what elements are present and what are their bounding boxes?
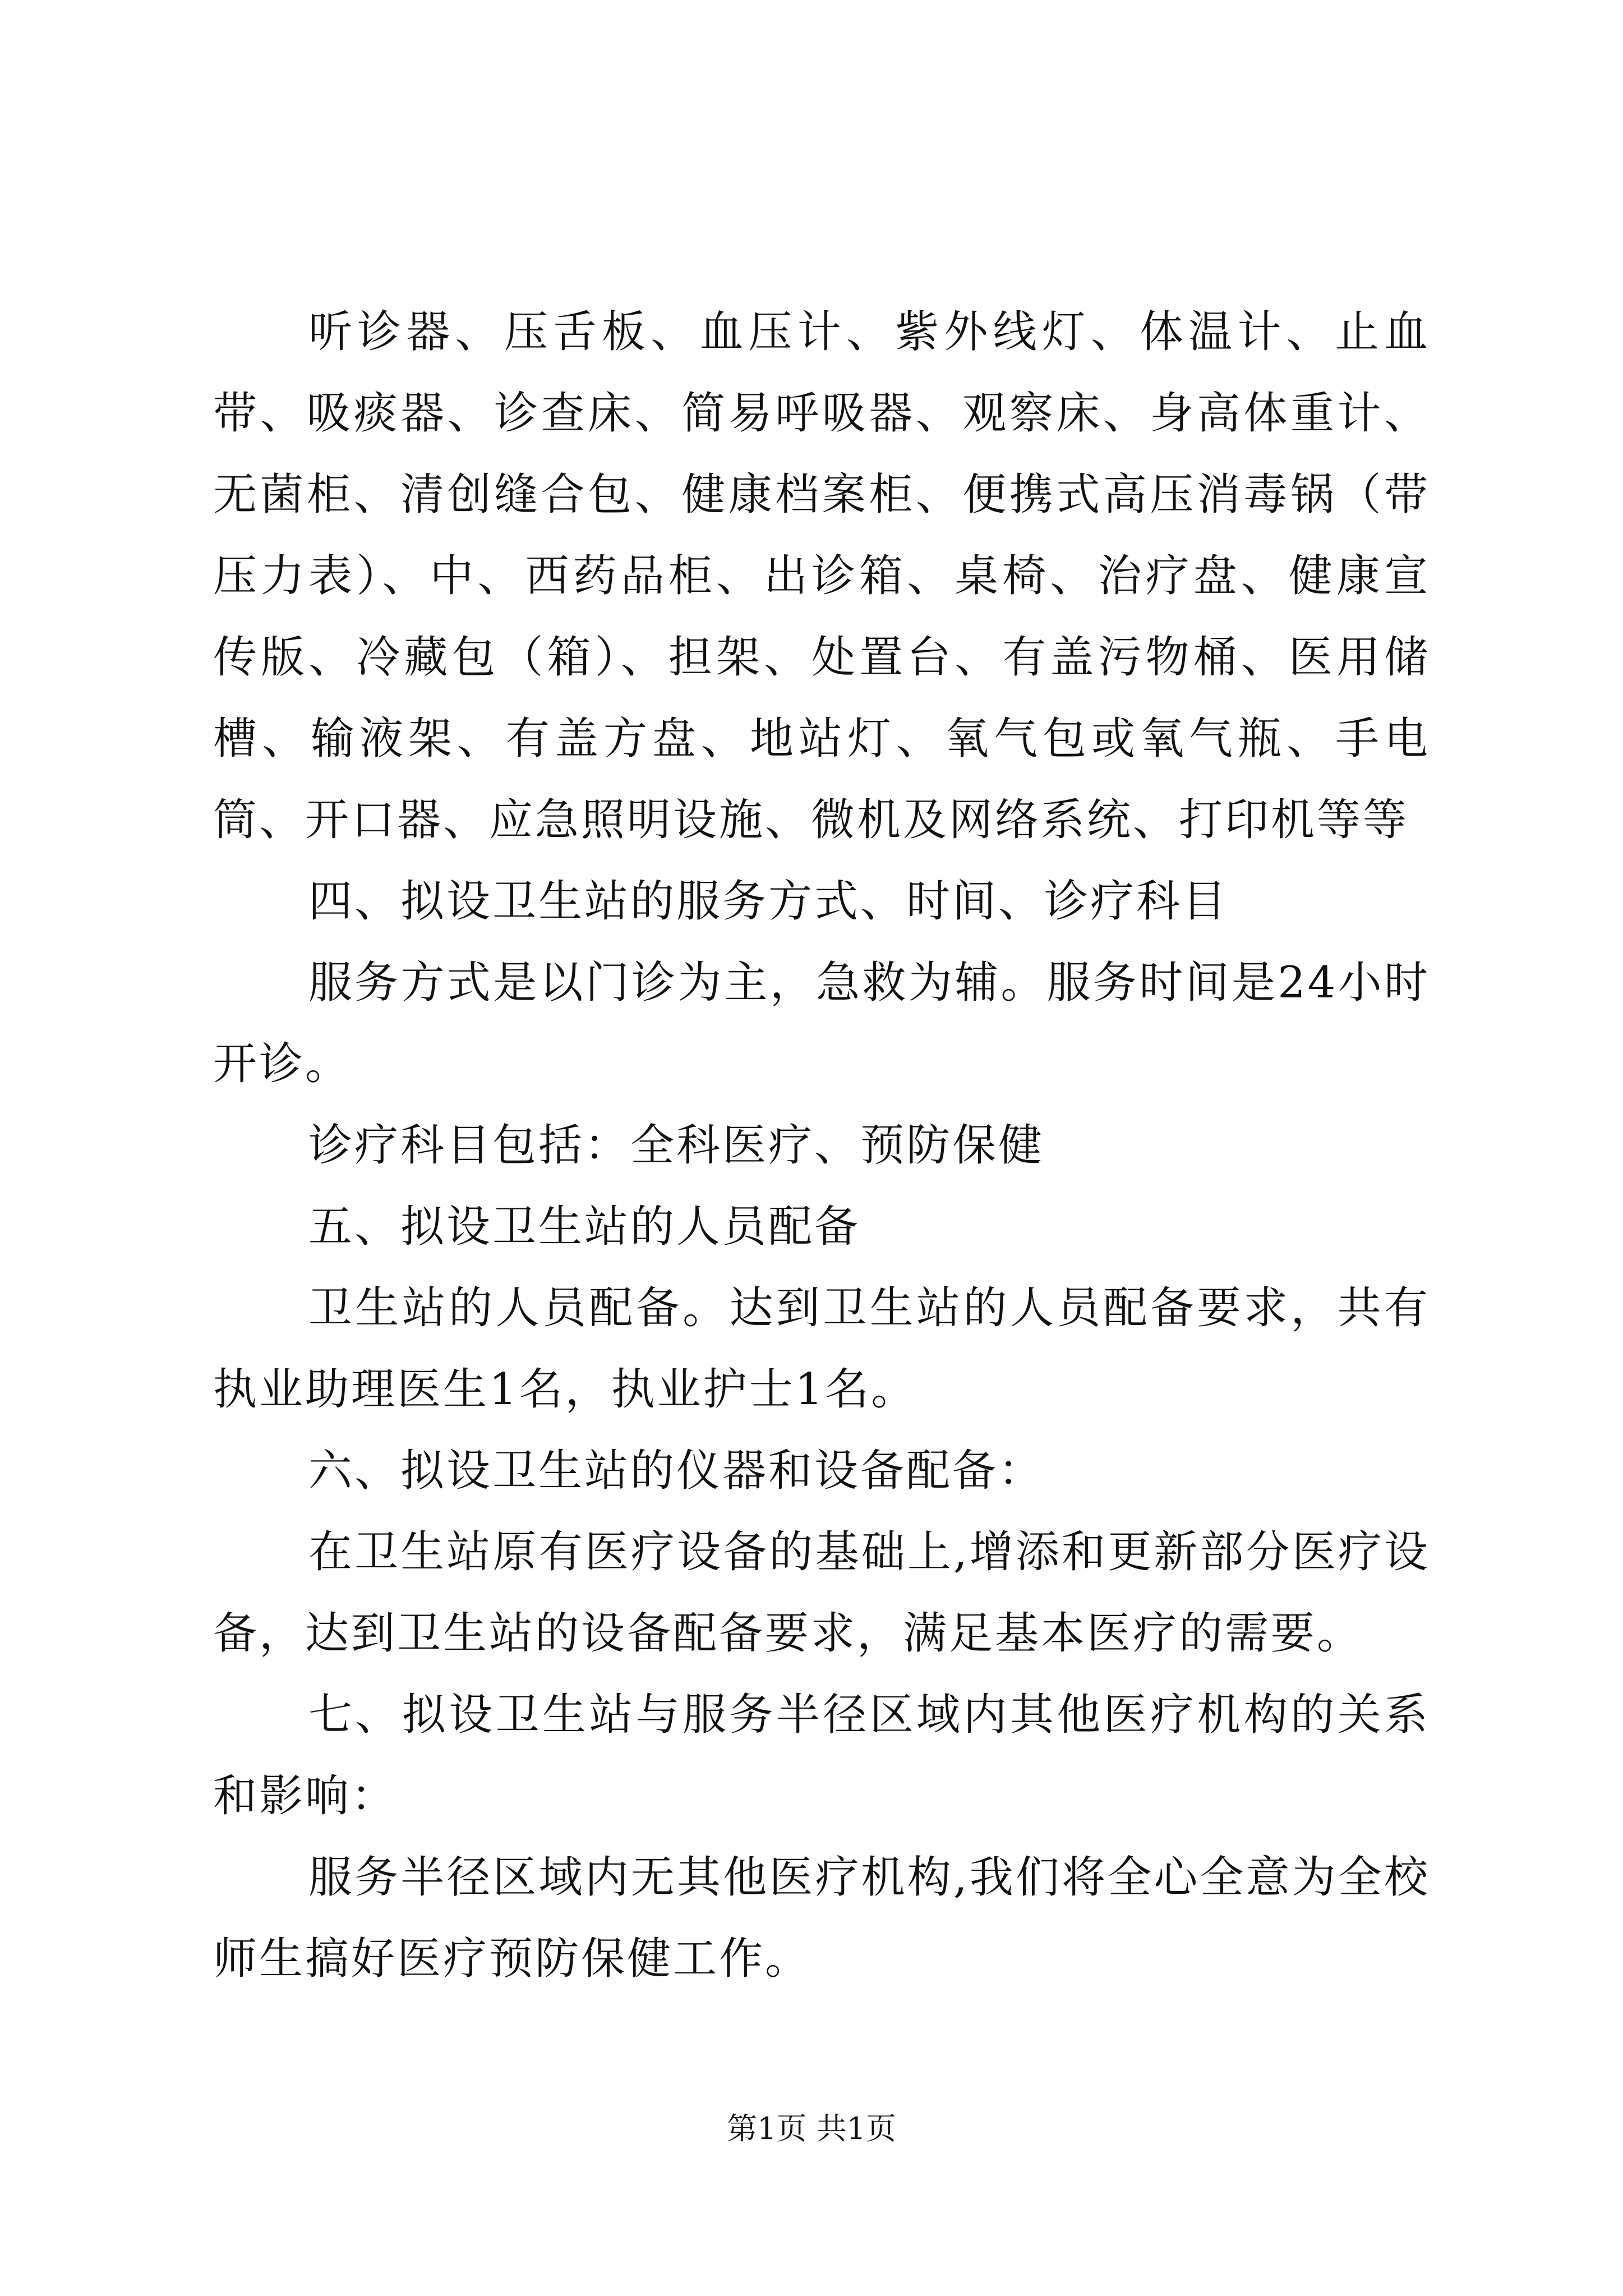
diagnosis-subjects-paragraph: 诊疗科目包括：全科医疗、预防保健 [308,1120,1045,1171]
section-seven-heading: 七、拟设卫生站与服务半径区域内其他医疗机构的关系和影响： [213,1690,1430,1821]
page-number-footer: 第1页 共1页 [727,2111,896,2146]
section-five-heading: 五、拟设卫生站的人员配备 [308,1202,861,1252]
staffing-paragraph: 卫生站的人员配备。达到卫生站的人员配备要求，共有执业助理医生1名，执业护士1名。 [213,1283,1430,1415]
service-mode-paragraph: 服务方式是以门诊为主，急救为辅。服务时间是24小时开诊。 [213,958,1430,1089]
equipment-list-paragraph: 听诊器、压舌板、血压计、紫外线灯、体温计、止血带、吸痰器、诊查床、简易呼吸器、观察床、身高体重计、无菌柜、清创缝合包、健康档案柜、便携式高压消毒锅（带压力表）、中、西药品柜、出诊箱、桌椅、治疗盘、健康宣传版、冷藏包（箱）、担架、处置台、有盖污物桶、医用储槽、输液架、有盖方盘、地站灯、氧气包或氧气瓶、手电筒、开口器、应急照明设施、微机及网络系统、打印机等等 [213,307,1430,845]
section-four-heading: 四、拟设卫生站的服务方式、时间、诊疗科目 [308,876,1229,927]
section-six-heading: 六、拟设卫生站的仪器和设备配备： [308,1446,1045,1496]
relationship-paragraph: 服务半径区域内无其他医疗机构,我们将全心全意为全校师生搞好医疗预防保健工作。 [213,1852,1430,1984]
equipment-config-paragraph: 在卫生站原有医疗设备的基础上,增添和更新部分医疗设备，达到卫生站的设备配备要求，满足基本医疗的需要。 [213,1527,1430,1659]
document-body [213,292,1430,2000]
